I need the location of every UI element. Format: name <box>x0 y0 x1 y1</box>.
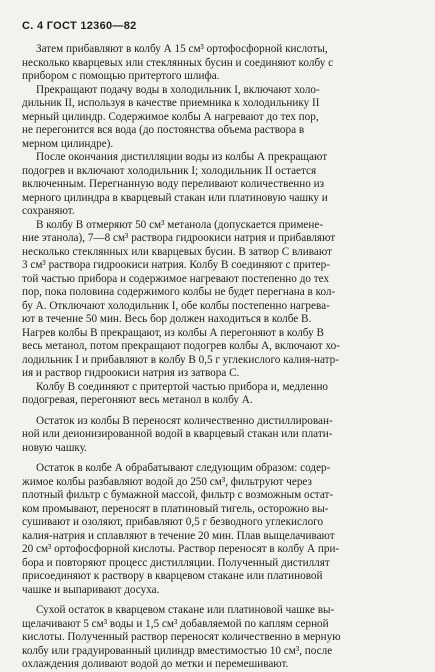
text-line: пор, пока половина содержимого колбы не будет перегнана в кол- <box>22 286 336 298</box>
text-line: ия и раствор гидроокиси натрия из затвора С. <box>22 367 240 379</box>
paragraph-5 <box>22 381 418 408</box>
text-line: колбу или градуированный цилиндр вместимостью 10 см³, после <box>22 644 333 657</box>
text-line: сохраняют. <box>22 205 75 217</box>
text-line: чашке и выпаривают досуха. <box>22 583 160 596</box>
text-line: охлаждения доливают водой до метки и перемешивают. <box>22 658 289 670</box>
text-line: подогревая, перегоняют весь метанол в колбу А. <box>22 394 253 406</box>
paragraph-gap <box>22 597 418 604</box>
paragraph-gap <box>22 408 418 415</box>
paragraph-gap <box>22 455 418 462</box>
paragraph-2 <box>22 84 418 152</box>
paragraph-8 <box>22 604 418 672</box>
text-line: Остаток из колбы В переносят количественно дистиллирован- <box>36 414 333 427</box>
text-line: В колбу В отмеряют 50 см³ метанола (допускается примене- <box>36 218 324 231</box>
text-line: не перегонится вся вода (до постоянства объема раствора в <box>22 124 305 136</box>
text-line: мерном цилиндре). <box>22 137 114 150</box>
paragraph-7 <box>22 462 418 597</box>
text-line: ной или деионизированной водой в кварцевый стакан или плати- <box>22 428 333 440</box>
text-line: несколько кварцевых или стеклянных бусин и соединяют колбу с <box>22 56 334 69</box>
text-line: калия-натрия и сплавляют в течение 20 мин. Плав выщелачивают <box>22 529 335 542</box>
page-header: С. 4 ГОСТ 12360—82 <box>22 20 137 32</box>
paragraph-4 <box>22 219 418 381</box>
paragraph-6 <box>22 415 418 456</box>
text-line: После окончания дистилляции воды из колбы А прекращают <box>36 151 328 163</box>
text-line: бора и повторяют процесс дистилляции. Полученный дистиллят <box>22 556 330 569</box>
text-line: Колбу В соединяют с притертой частью прибора и, медленно <box>36 380 329 393</box>
text-line: мерного цилиндра в кварцевый стакан или платиновую чашку и <box>22 191 328 204</box>
text-line: новую чашку. <box>22 441 87 454</box>
text-line: ком промывают, переносят в платиновый тигель, осторожно вы- <box>22 502 329 515</box>
text-line: Нагрев колбы В прекращают, из колбы А перегоняют в колбу В <box>22 326 324 339</box>
text-line: Сухой остаток в кварцевом стакане или платиновой чашке вы- <box>36 604 335 616</box>
text-line: дильник II, используя в качестве приемника к холодильнику II <box>22 97 320 109</box>
text-line: жимое колбы разбавляют водой до 250 см³, фильтруют через <box>22 475 312 488</box>
text-line: плотный фильтр с бумажной массой, фильтр с возможным остат- <box>22 489 334 501</box>
text-line: лодильник I и прибавляют в колбу В 0,5 г углекислого калия-натр- <box>22 353 339 366</box>
text-line: той частью прибора и содержимое нагревают постепенно до тех <box>22 272 330 285</box>
text-line: включенным. Перегнанную воду переливают количественно из <box>22 178 325 190</box>
text-line: прибором с помощью притертого шлифа. <box>22 70 220 82</box>
text-line: ют в течение 50 мин. Весь бор должен находиться в колбе В. <box>22 313 312 325</box>
text-line: подогрев и включают холодильник I; холодильник II остается <box>22 164 317 177</box>
text-line: сушивают и озоляют, прибавляют 0,5 г безводного углекислого <box>22 516 324 528</box>
text-line: мерный цилиндр. Содержимое колбы А нагревают до тех пор, <box>22 110 319 123</box>
text-line: щелачивают 5 см³ воды и 1,5 см³ добавляемой по каплям серной <box>22 617 329 630</box>
text-line: несколько стеклянных или кварцевых бусин. В затвор С вливают <box>22 245 332 258</box>
text-line: Затем прибавляют в колбу А 15 см³ ортофосфорной кислоты, <box>36 43 328 55</box>
paragraph-3 <box>22 151 418 219</box>
text-line: бу А. Отключают холодильник I, обе колбы постепенно нагрева- <box>22 299 330 312</box>
document-page <box>22 20 418 672</box>
text-line: Остаток в колбе А обрабатывают следующим образом: содер- <box>36 462 331 474</box>
paragraph-1 <box>22 43 418 84</box>
text-line: кислоты. Полученный раствор переносят количественно в мерную <box>22 631 341 643</box>
text-line: Прекращают подачу воды в холодильник I, включают холо- <box>36 83 320 96</box>
text-line: 3 см³ раствора гидроокиси натрия. Колбу В соединяют с притер- <box>22 259 330 271</box>
text-line: 20 см³ ортофосфорной кислоты. Раствор переносят в колбу А при- <box>22 543 340 555</box>
text-line: ние этанола), 7—8 см³ раствора гидроокиси натрия и прибавляют <box>22 232 336 244</box>
text-line: присоединяют к раствору в кварцевом стакане или платиновой <box>22 570 323 582</box>
text-line: весь метанол, потом прекращают подогрев колбы А, включают хо- <box>22 340 340 352</box>
